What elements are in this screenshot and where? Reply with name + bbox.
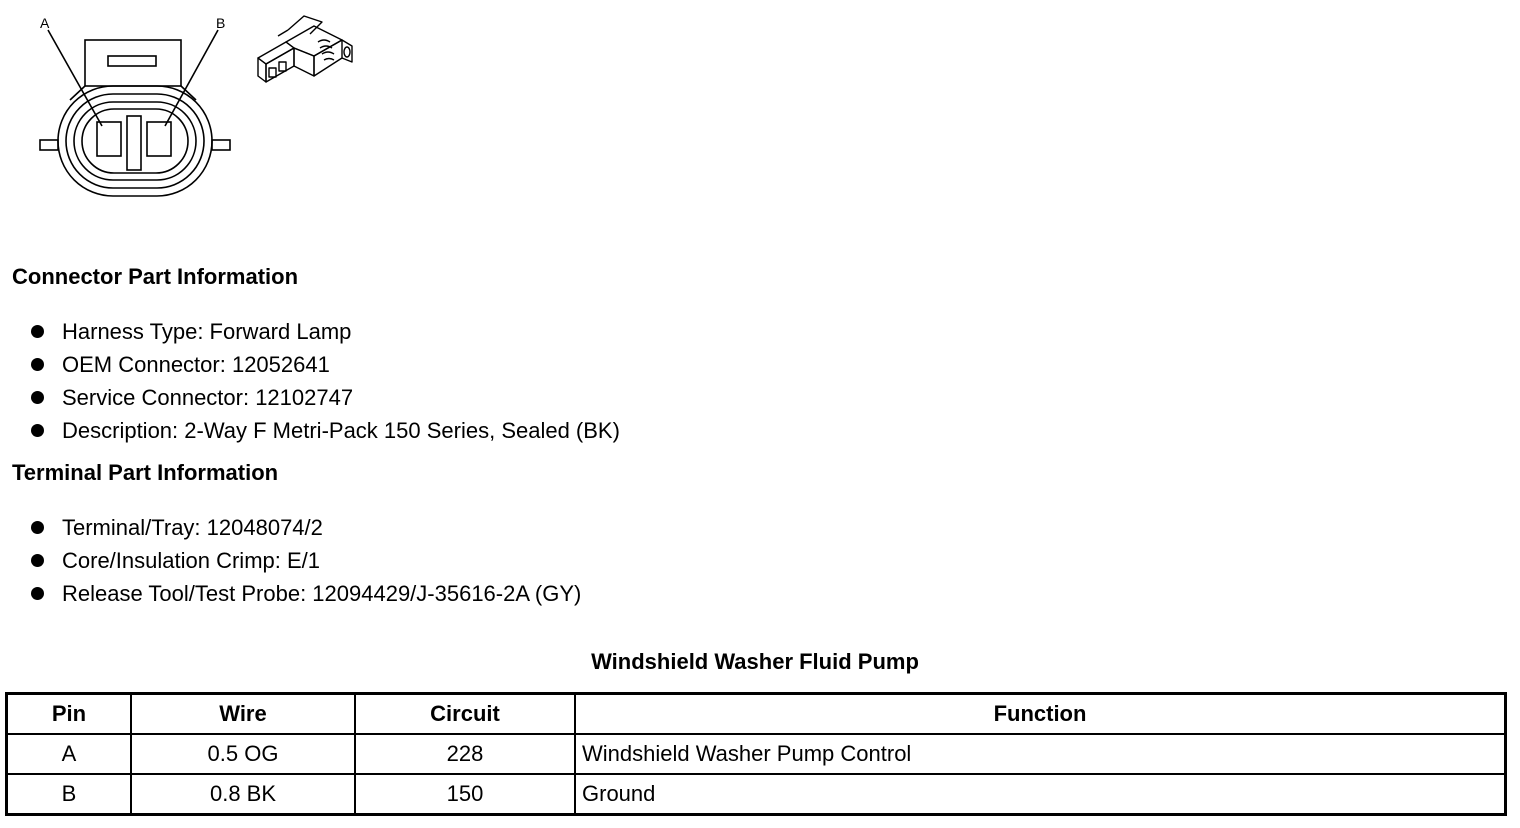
header-function: Function [575, 694, 1506, 735]
connector-isometric-illustration [248, 6, 360, 96]
cell-wire: 0.5 OG [131, 734, 355, 774]
table-header-row [7, 694, 1506, 735]
pin-b-label: B [216, 15, 226, 31]
list-item: Terminal/Tray: 12048074/2 [30, 511, 581, 544]
bullet-icon [31, 554, 44, 567]
cell-function: Ground [575, 774, 1506, 815]
connector-face-diagram [30, 8, 240, 208]
table-row [7, 774, 1506, 815]
cell-wire: 0.8 BK [131, 774, 355, 815]
cell-pin: A [7, 734, 132, 774]
terminal-info-list [30, 511, 581, 610]
list-item: Harness Type: Forward Lamp [30, 315, 620, 348]
table-row [7, 734, 1506, 774]
cell-circuit: 150 [355, 774, 575, 815]
bullet-icon [31, 424, 44, 437]
bullet-icon [31, 325, 44, 338]
bullet-icon [31, 358, 44, 371]
table-title: Windshield Washer Fluid Pump [591, 649, 919, 674]
bullet-icon [31, 391, 44, 404]
list-item: OEM Connector: 12052641 [30, 348, 620, 381]
connector-info-list [30, 315, 620, 447]
cell-circuit: 228 [355, 734, 575, 774]
header-wire: Wire [131, 694, 355, 735]
cell-pin: B [7, 774, 132, 815]
list-item: Core/Insulation Crimp: E/1 [30, 544, 581, 577]
list-item: Description: 2-Way F Metri-Pack 150 Series, Sealed (BK) [30, 414, 620, 447]
bullet-icon [31, 521, 44, 534]
bullet-icon [31, 587, 44, 600]
header-circuit: Circuit [355, 694, 575, 735]
terminal-info-heading: Terminal Part Information [12, 460, 279, 485]
list-item: Service Connector: 12102747 [30, 381, 620, 414]
connector-info-heading: Connector Part Information [12, 264, 299, 289]
pinout-table [5, 692, 1507, 816]
pin-a-label: A [40, 15, 50, 31]
list-item: Release Tool/Test Probe: 12094429/J-35616-2A (GY) [30, 577, 581, 610]
header-pin: Pin [7, 694, 132, 735]
cell-function: Windshield Washer Pump Control [575, 734, 1506, 774]
